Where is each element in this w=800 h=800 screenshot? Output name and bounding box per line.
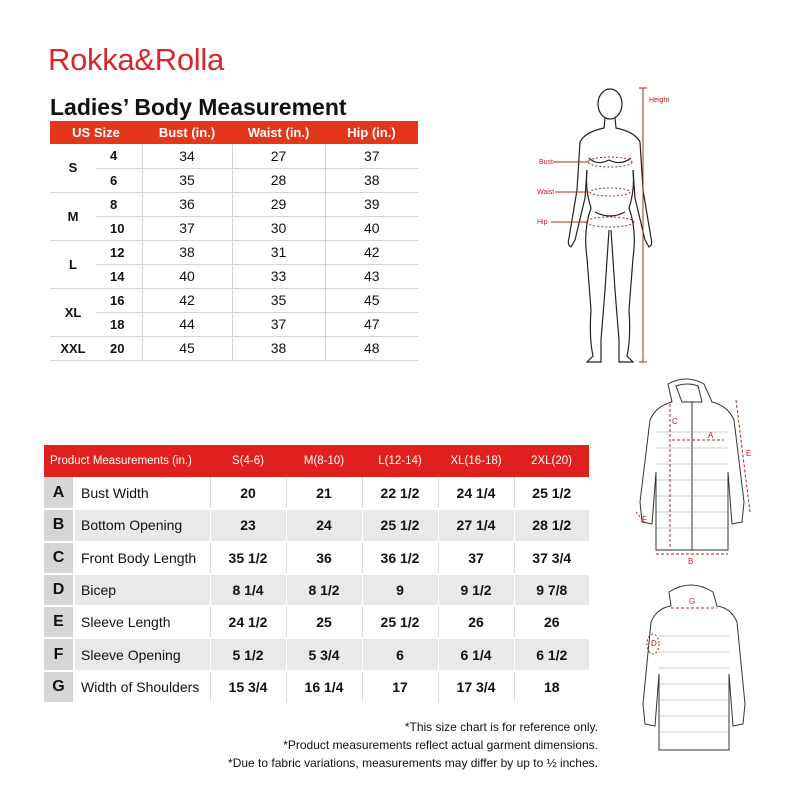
us-size-cell: 18 bbox=[96, 312, 142, 336]
waist-cell: 38 bbox=[232, 336, 325, 360]
measurement-value: 8 1/4 bbox=[210, 574, 286, 606]
table-row bbox=[44, 574, 589, 606]
measurement-value: 25 1/2 bbox=[362, 606, 438, 638]
measurement-value: 5 1/2 bbox=[210, 638, 286, 670]
header-us-size: US Size bbox=[50, 121, 142, 144]
measurement-value: 36 1/2 bbox=[362, 542, 438, 574]
row-letter: B bbox=[44, 509, 74, 541]
measurement-value: 24 bbox=[286, 509, 362, 541]
row-letter: A bbox=[44, 477, 74, 509]
measurement-value: 16 1/4 bbox=[286, 671, 362, 703]
waist-cell: 29 bbox=[232, 192, 325, 216]
product-measurement-table bbox=[44, 445, 589, 704]
hip-cell: 38 bbox=[325, 168, 418, 192]
measurement-value: 20 bbox=[210, 477, 286, 509]
measurement-name: Width of Shoulders bbox=[74, 671, 210, 703]
hip-cell: 43 bbox=[325, 264, 418, 288]
waist-cell: 35 bbox=[232, 288, 325, 312]
measurement-value: 26 bbox=[514, 606, 589, 638]
table-row bbox=[50, 288, 418, 312]
us-size-cell: 10 bbox=[96, 216, 142, 240]
hip-cell: 37 bbox=[325, 144, 418, 168]
measurement-value: 5 3/4 bbox=[286, 638, 362, 670]
coat-label-e: E bbox=[746, 449, 752, 458]
measurement-value: 36 bbox=[286, 542, 362, 574]
measurement-value: 21 bbox=[286, 477, 362, 509]
row-letter: F bbox=[44, 638, 74, 670]
table-row bbox=[50, 336, 418, 360]
table-row bbox=[50, 312, 418, 336]
waist-cell: 30 bbox=[232, 216, 325, 240]
footnote: *Due to fabric variations, measurements may differ by up to ½ inches. bbox=[228, 756, 598, 770]
us-size-cell: 4 bbox=[96, 144, 142, 168]
coat-back-figure bbox=[635, 578, 755, 756]
table-row bbox=[50, 264, 418, 288]
header-waist: Waist (in.) bbox=[232, 121, 325, 144]
bust-cell: 34 bbox=[142, 144, 232, 168]
waist-cell: 37 bbox=[232, 312, 325, 336]
measurement-value: 6 1/4 bbox=[438, 638, 514, 670]
header-product-measurements: Product Measurements (in.) bbox=[44, 445, 210, 477]
table-row bbox=[50, 216, 418, 240]
body-table-title: Ladies’ Body Measurement bbox=[50, 94, 347, 120]
measurement-value: 22 1/2 bbox=[362, 477, 438, 509]
table-row bbox=[44, 509, 589, 541]
hip-label: Hip bbox=[537, 219, 548, 226]
us-size-cell: 6 bbox=[96, 168, 142, 192]
bust-cell: 38 bbox=[142, 240, 232, 264]
measurement-value: 9 7/8 bbox=[514, 574, 589, 606]
bust-cell: 37 bbox=[142, 216, 232, 240]
coat-label-g: G bbox=[689, 597, 696, 606]
hip-cell: 42 bbox=[325, 240, 418, 264]
waist-cell: 28 bbox=[232, 168, 325, 192]
measurement-value: 26 bbox=[438, 606, 514, 638]
us-size-cell: 8 bbox=[96, 192, 142, 216]
coat-label-a: A bbox=[708, 431, 714, 440]
hip-cell: 39 bbox=[325, 192, 418, 216]
measurement-value: 37 bbox=[438, 542, 514, 574]
row-letter: G bbox=[44, 671, 74, 703]
measurement-value: 18 bbox=[514, 671, 589, 703]
bust-label: Bust bbox=[539, 159, 554, 166]
coat-front-figure bbox=[632, 372, 757, 566]
header-size-xl: XL(16-18) bbox=[438, 445, 514, 477]
size-label: M bbox=[50, 192, 96, 240]
row-letter: E bbox=[44, 606, 74, 638]
measurement-value: 25 1/2 bbox=[514, 477, 589, 509]
measurement-value: 9 1/2 bbox=[438, 574, 514, 606]
footnote: *This size chart is for reference only. bbox=[404, 720, 598, 734]
bust-cell: 40 bbox=[142, 264, 232, 288]
measurement-value: 17 3/4 bbox=[438, 671, 514, 703]
measurement-value: 35 1/2 bbox=[210, 542, 286, 574]
measurement-name: Bicep bbox=[74, 574, 210, 606]
coat-label-b: B bbox=[688, 557, 694, 566]
measurement-value: 28 1/2 bbox=[514, 509, 589, 541]
size-label: XL bbox=[50, 288, 96, 336]
measurement-value: 9 bbox=[362, 574, 438, 606]
body-table-header bbox=[50, 121, 418, 144]
header-hip: Hip (in.) bbox=[325, 121, 418, 144]
waist-cell: 31 bbox=[232, 240, 325, 264]
coat-label-d: D bbox=[651, 639, 657, 648]
table-row bbox=[50, 192, 418, 216]
measurement-value: 17 bbox=[362, 671, 438, 703]
bust-cell: 35 bbox=[142, 168, 232, 192]
measurement-name: Bust Width bbox=[74, 477, 210, 509]
header-size-s: S(4-6) bbox=[210, 445, 286, 477]
measurement-name: Bottom Opening bbox=[74, 509, 210, 541]
coat-label-f: F bbox=[642, 515, 647, 524]
waist-cell: 33 bbox=[232, 264, 325, 288]
measurement-value: 24 1/4 bbox=[438, 477, 514, 509]
row-letter: C bbox=[44, 542, 74, 574]
waist-label: Waist bbox=[537, 189, 555, 196]
header-size-m: M(8-10) bbox=[286, 445, 362, 477]
measurement-name: Front Body Length bbox=[74, 542, 210, 574]
measurement-name: Sleeve Opening bbox=[74, 638, 210, 670]
us-size-cell: 12 bbox=[96, 240, 142, 264]
row-letter: D bbox=[44, 574, 74, 606]
height-label: Height bbox=[649, 97, 670, 104]
bust-cell: 44 bbox=[142, 312, 232, 336]
measurement-value: 24 1/2 bbox=[210, 606, 286, 638]
product-table-header bbox=[44, 445, 589, 477]
hip-cell: 47 bbox=[325, 312, 418, 336]
measurement-name: Sleeve Length bbox=[74, 606, 210, 638]
size-label: XXL bbox=[50, 336, 96, 360]
bust-cell: 36 bbox=[142, 192, 232, 216]
us-size-cell: 14 bbox=[96, 264, 142, 288]
hip-cell: 40 bbox=[325, 216, 418, 240]
coat-label-c: C bbox=[672, 417, 678, 426]
header-bust: Bust (in.) bbox=[142, 121, 232, 144]
table-row bbox=[44, 671, 589, 703]
bust-cell: 45 bbox=[142, 336, 232, 360]
hip-cell: 48 bbox=[325, 336, 418, 360]
header-size-2xl: 2XL(20) bbox=[514, 445, 589, 477]
us-size-cell: 20 bbox=[96, 336, 142, 360]
measurement-value: 6 1/2 bbox=[514, 638, 589, 670]
measurement-value: 8 1/2 bbox=[286, 574, 362, 606]
us-size-cell: 16 bbox=[96, 288, 142, 312]
bust-cell: 42 bbox=[142, 288, 232, 312]
table-row bbox=[44, 638, 589, 670]
footnote: *Product measurements reflect actual garment dimensions. bbox=[283, 738, 598, 752]
brand-logo: Rokka&Rolla bbox=[48, 42, 224, 77]
table-row bbox=[50, 240, 418, 264]
measurement-value: 25 1/2 bbox=[362, 509, 438, 541]
measurement-value: 27 1/4 bbox=[438, 509, 514, 541]
table-row bbox=[44, 606, 589, 638]
measurement-value: 37 3/4 bbox=[514, 542, 589, 574]
body-measurement-table bbox=[50, 121, 418, 361]
measurement-value: 25 bbox=[286, 606, 362, 638]
table-row bbox=[50, 168, 418, 192]
footnotes bbox=[228, 718, 598, 772]
table-row bbox=[44, 542, 589, 574]
size-label: S bbox=[50, 144, 96, 192]
table-row bbox=[44, 477, 589, 509]
waist-cell: 27 bbox=[232, 144, 325, 168]
hip-cell: 45 bbox=[325, 288, 418, 312]
measurement-value: 23 bbox=[210, 509, 286, 541]
table-row bbox=[50, 144, 418, 168]
body-figure bbox=[525, 80, 685, 370]
measurement-value: 6 bbox=[362, 638, 438, 670]
measurement-value: 15 3/4 bbox=[210, 671, 286, 703]
size-label: L bbox=[50, 240, 96, 288]
header-size-l: L(12-14) bbox=[362, 445, 438, 477]
